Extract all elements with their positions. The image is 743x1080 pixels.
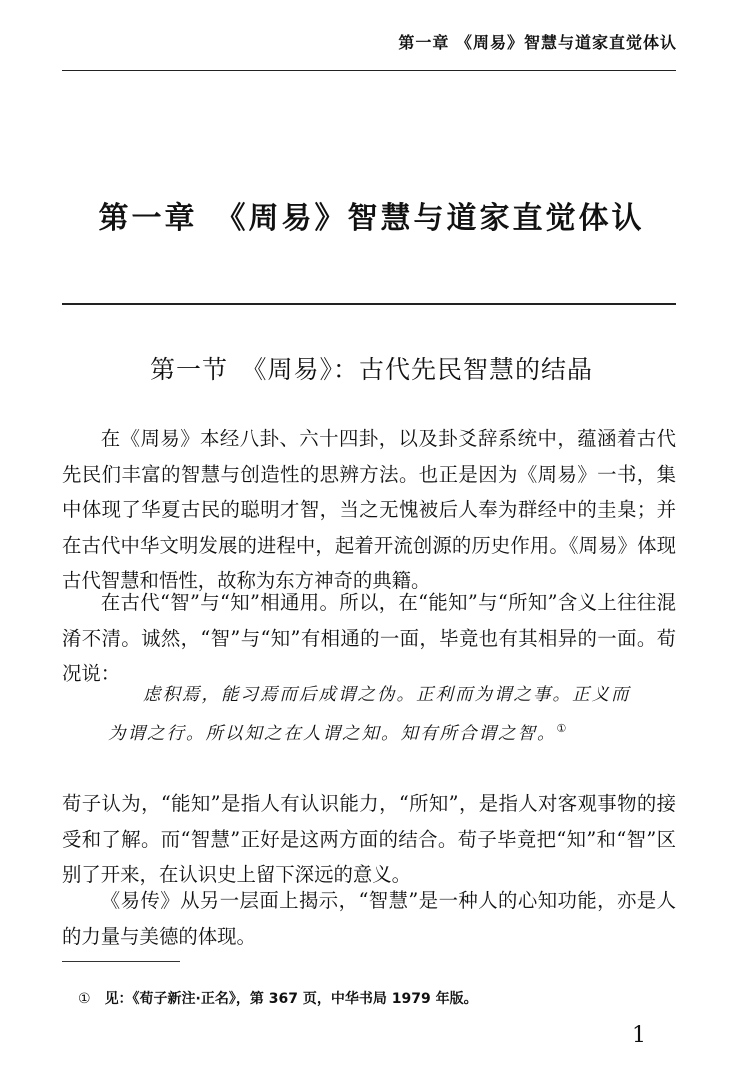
footnote-text: 见：《荀子新注·正名》，第 367 页，中华书局 1979 年版。 xyxy=(104,991,478,1007)
footnote-mark: ① xyxy=(78,991,91,1007)
header-rule xyxy=(62,70,676,71)
quote-paragraph xyxy=(108,679,634,751)
block-quote xyxy=(108,679,634,751)
chapter-rule xyxy=(62,303,676,305)
paragraph-1 xyxy=(62,421,676,599)
chapter-title: 第一章 《周易》智慧与道家直觉体认 xyxy=(98,201,645,236)
running-head: 第一章 《周易》智慧与道家直觉体认 xyxy=(398,33,677,52)
footnote-reference: ① xyxy=(556,722,569,735)
page-number: 1 xyxy=(632,1023,646,1048)
quote-text: 虑积焉，能习焉而后成谓之伪。正利而为谓之事。正义而为谓之行。所以知之在人谓之知。知有所合谓之智。 xyxy=(108,685,631,744)
section-title: 第一节 《周易》：古代先民智慧的结晶 xyxy=(149,355,593,384)
paragraph-text: 在古代“智”与“知”相通用。所以，在“能知”与“所知”含义上往往混淆不清。诚然，“智”与“知”有相通的一面，毕竟也有其相异的一面。荀况说： xyxy=(62,591,676,685)
paragraph-4 xyxy=(62,883,676,954)
paragraph-text: 在《周易》本经八卦、六十四卦，以及卦爻辞系统中，蕴涵着古代先民们丰富的智慧与创造性的思辨方法。也正是因为《周易》一书，集中体现了华夏古民的聪明才智，当之无愧被后人奉为群经中的圭臬；并在古代中华文明发展的进程中，起着开流创源的历史作用。《周易》体现古代智慧和悟性，故称为东方神奇的典籍。 xyxy=(62,427,676,592)
paragraph-text: 《易传》从另一层面上揭示，“智慧”是一种人的心知功能，亦是人的力量与美德的体现。 xyxy=(62,889,676,948)
paragraph-2 xyxy=(62,585,676,692)
footnote xyxy=(78,988,478,1008)
paragraph-3 xyxy=(62,786,676,893)
paragraph-text: 荀子认为，“能知”是指人有认识能力，“所知”，是指人对客观事物的接受和了解。而“智慧”正好是这两方面的结合。荀子毕竟把“知”和“智”区别了开来，在认识史上留下深远的意义。 xyxy=(62,792,676,886)
footnote-rule xyxy=(62,961,180,962)
